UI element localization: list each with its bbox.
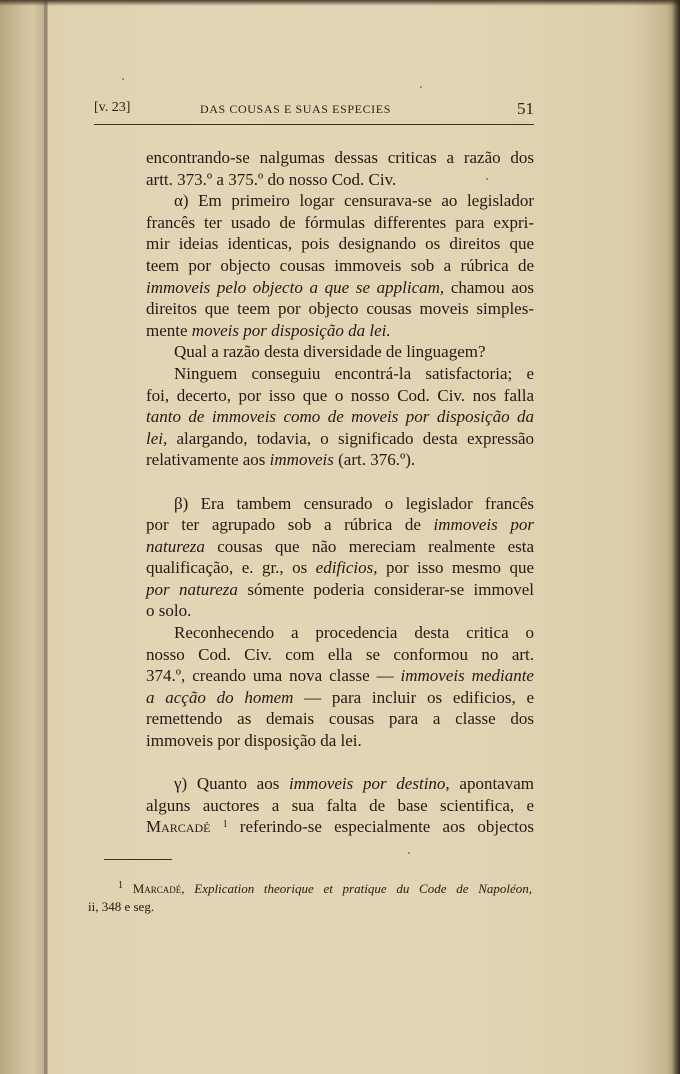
text-line: remettendo as demais cousas para a classe dos	[146, 709, 534, 729]
text-run: 374.º, creando uma nova classe —	[146, 666, 401, 686]
text-run: por isso mesmo que	[377, 558, 534, 578]
text-line: alguns auctores a sua falta de base scientifica, e	[146, 795, 534, 815]
italic-term: por natureza	[146, 579, 238, 599]
text-run: cousas que não mereciam realmente esta	[204, 536, 534, 556]
text-run: relativamente aos	[146, 450, 270, 470]
page-number: 51	[517, 99, 534, 118]
footnote-author: Marcadé,	[132, 881, 185, 896]
text-run: γ) Quanto aos	[174, 774, 290, 794]
text-line	[146, 816, 534, 838]
text-line: Reconhecendo a procedencia desta critica o	[174, 623, 534, 643]
text-line: teem por objecto cousas immoveis sob a rúbrica de	[146, 255, 534, 275]
page-right-edge	[672, 0, 680, 1074]
text-line: encontrando-se nalgumas dessas criticas a razão dos	[146, 148, 534, 167]
text-line	[146, 557, 534, 579]
paragraph-gap	[146, 752, 534, 774]
footnote-title: Explication theorique et pratique du Code de Napoléon,	[184, 881, 533, 896]
footnote-reference: 1	[222, 819, 228, 831]
text-line: Qual a razão desta diversidade de linguagem?	[174, 342, 486, 362]
binding-fold	[44, 0, 47, 1074]
text-run: — para incluir os edificios, e	[293, 687, 534, 707]
italic-term: edificios,	[315, 558, 378, 578]
italic-term: natureza	[146, 536, 205, 556]
paper-speck	[420, 86, 422, 88]
text-run: qualificação, e. gr., os	[146, 558, 316, 578]
italic-term: immoveis mediante	[400, 666, 534, 686]
text-line: francês ter usado de fórmulas differentes para expri-	[146, 212, 534, 232]
text-run: apontavam	[449, 774, 534, 794]
paper-speck	[122, 78, 124, 80]
text-run: por ter agrupado sob a rúbrica de	[146, 515, 434, 535]
text-line	[146, 536, 534, 558]
paragraph-gap	[146, 471, 534, 493]
footnote-rule	[104, 859, 172, 860]
text-line	[146, 665, 534, 687]
text-line: artt. 373.º a 375.º do nosso Cod. Civ.	[146, 169, 397, 189]
text-line	[146, 428, 534, 450]
italic-term: a acção do homem	[146, 687, 294, 707]
text-run: mente	[146, 320, 192, 340]
text-run: chamou aos	[444, 277, 534, 297]
italic-term: immoveis por	[433, 515, 534, 535]
text-line: nosso Cod. Civ. com ella se conformou no art.	[146, 644, 534, 664]
italic-term: immoveis	[269, 450, 334, 470]
text-line: mir ideias identicas, pois designando os direitos que	[146, 234, 534, 254]
text-line	[146, 406, 534, 428]
text-line: Ninguem conseguiu encontrá-la satisfactoria; e	[174, 363, 534, 383]
text-run: alargando, todavia, o significado desta expressão	[167, 428, 534, 448]
paper-speck	[408, 852, 410, 854]
text-line	[146, 514, 534, 536]
header-rule	[94, 124, 534, 125]
text-line	[146, 277, 534, 299]
text-line	[146, 320, 534, 342]
text-line: o solo.	[146, 601, 192, 621]
text-line: immoveis por disposição da lei.	[146, 731, 362, 751]
footnote-reference-line: ii, 348 e seg.	[88, 899, 155, 914]
italic-term: lei,	[146, 428, 168, 448]
footnote	[88, 880, 533, 914]
page-gutter	[0, 0, 48, 1074]
footnote-line	[118, 880, 532, 898]
text-line: foi, decerto, por isso que o nosso Cod. Civ. nos falla	[146, 385, 534, 405]
italic-term: moveis por disposição da lei.	[191, 320, 391, 340]
text-line	[146, 579, 534, 601]
text-line: direitos que teem por objecto cousas moveis simples-	[146, 299, 534, 319]
footnote-marker: 1	[118, 880, 123, 891]
page-top-edge	[0, 0, 680, 6]
running-head	[94, 100, 536, 122]
author-name: Marcadé	[146, 817, 211, 837]
text-run: (art. 376.º).	[333, 450, 416, 470]
text-line	[146, 687, 534, 709]
italic-term: tanto de immoveis como de moveis por disposição da	[146, 407, 534, 427]
italic-term: immoveis pelo objecto a que se applicam,	[146, 277, 445, 297]
text-run: referindo-se especialmente aos objectos	[227, 817, 535, 837]
text-run: sómente poderia considerar-se immovel	[237, 579, 534, 599]
volume-reference: [v. 23]	[94, 100, 131, 115]
section-title: DAS COUSAS E SUAS ESPECIES	[200, 102, 391, 116]
text-line: β) Era tambem censurado o legislador francês	[174, 493, 534, 513]
text-line	[146, 449, 534, 471]
body-text	[146, 147, 534, 838]
italic-term: immoveis por destino,	[289, 774, 450, 794]
text-line	[146, 773, 534, 795]
text-line: α) Em primeiro logar censurava-se ao legislador	[174, 191, 534, 211]
